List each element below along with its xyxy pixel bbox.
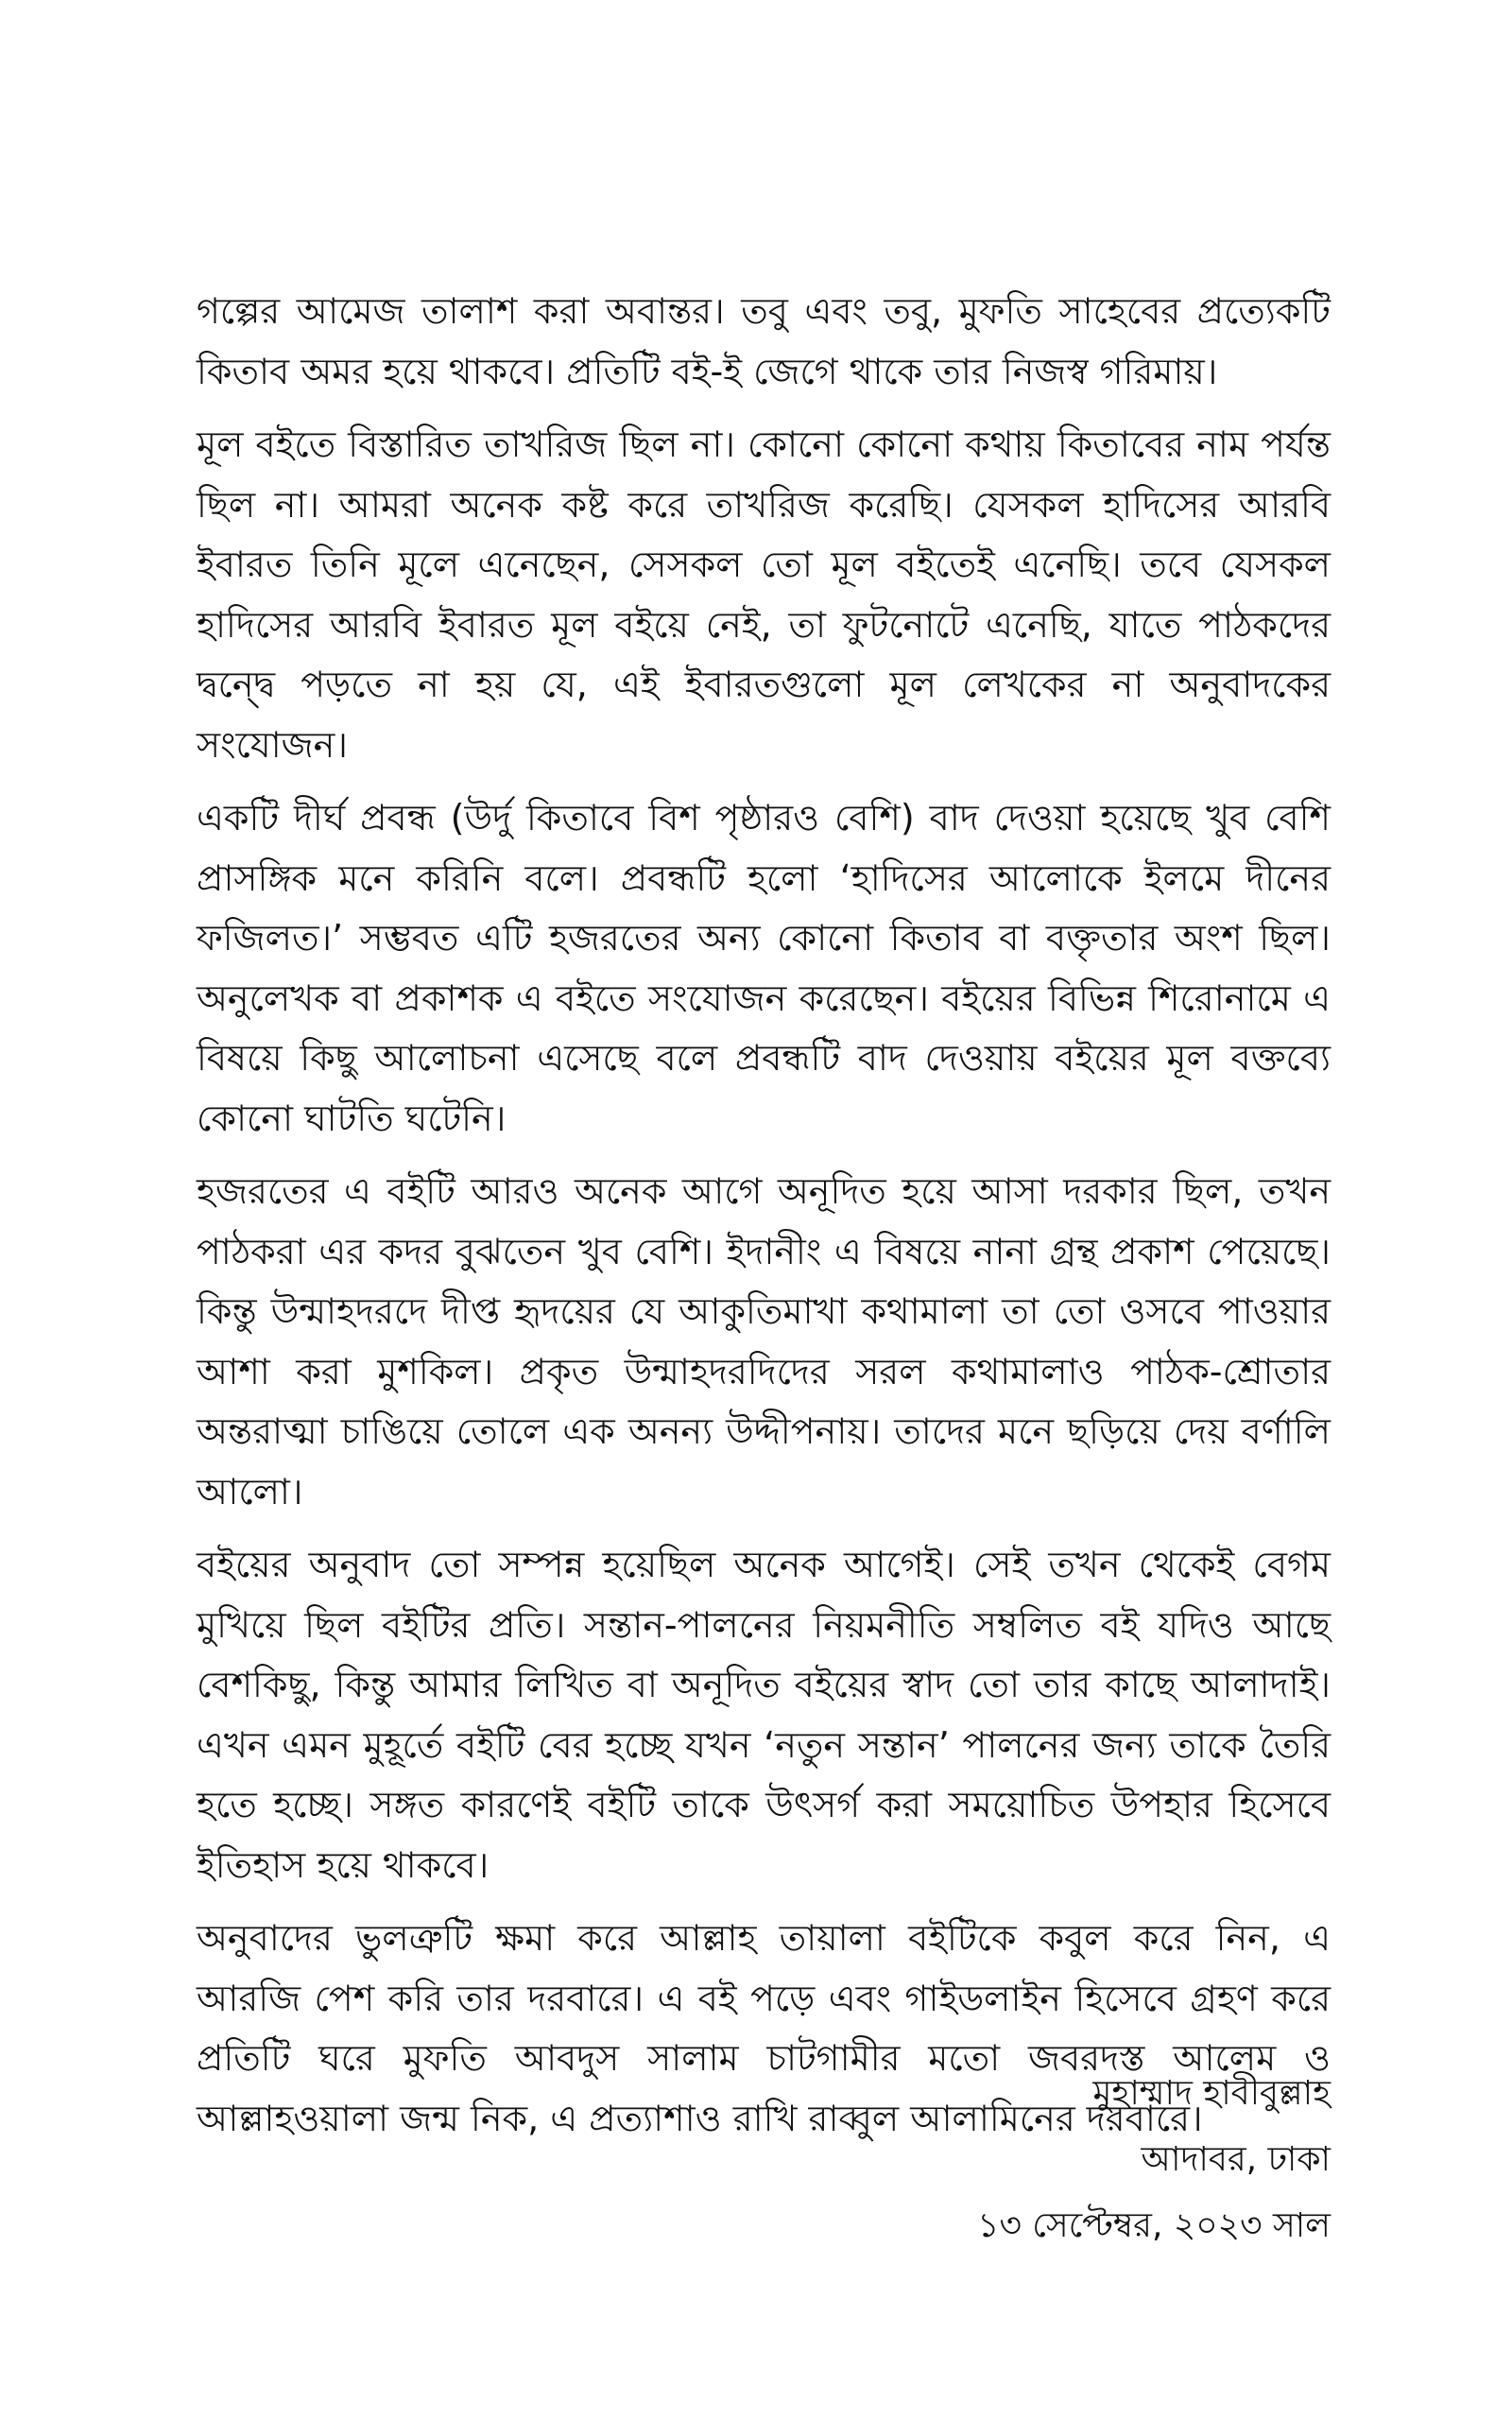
body-text <box>197 282 1331 2162</box>
signature-block <box>977 2061 1331 2259</box>
paragraph: হজরতের এ বইটি আরও অনেক আগে অনূদিত হয়ে আসা দরকার ছিল, তখন পাঠকরা এর কদর বুঝতেন খুব বেশি। ইদানীং এ বিষয়ে নানা গ্রন্থ প্রকাশ পেয়েছে। কিন্তু উন্মাহদরদে দীপ্ত হৃদয়ের যে আকুতিমাখা কথামালা তা তো ওসবে পাওয়ার আশা করা মুশকিল। প্রকৃত উন্মাহদরদিদের সরল কথামালাও পাঠক-শ্রোতার অন্তরাত্মা চাঙিয়ে তোলে এক অনন্য উদ্দীপনায়। তাদের মনে ছড়িয়ে দেয় বর্ণালি আলো। <box>197 1170 1331 1512</box>
paragraph: গল্পের আমেজ তালাশ করা অবান্তর। তবু এবং তবু, মুফতি সাহেবের প্রত্যেকটি কিতাব অমর হয়ে থাকবে। প্রতিটি বই-ই জেগে থাকে তার নিজস্ব গরিমায়। <box>197 290 1331 392</box>
author-place: আদাবর, ঢাকা <box>1141 2140 1331 2179</box>
paragraph: বইয়ের অনুবাদ তো সম্পন্ন হয়েছিল অনেক আগেই। সেই তখন থেকেই বেগম মুখিয়ে ছিল বইটির প্রতি। সন্তান-পালনের নিয়মনীতি সম্বলিত বই যদিও আছে বেশকিছু, কিন্তু আমার লিখিত বা অনূদিত বইয়ের স্বাদ তো তার কাছে আলাদাই। এখন এমন মুহূর্তে বইটি বের হচ্ছে যখন ‘নতুন সন্তান’ পালনের জন্য তাকে তৈরি হতে হচ্ছে। সঙ্গত কারণেই বইটি তাকে উৎসর্গ করা সময়োচিত উপহার হিসেবে ইতিহাস হয়ে থাকবে। <box>197 1544 1331 1886</box>
paragraph: মূল বইতে বিস্তারিত তাখরিজ ছিল না। কোনো কোনো কথায় কিতাবের নাম পর্যন্ত ছিল না। আমরা অনেক কষ্ট করে তাখরিজ করেছি। যেসকল হাদিসের আরবি ইবারত তিনি মূলে এনেছেন, সেসকল তো মূল বইতেই এনেছি। তবে যেসকল হাদিসের আরবি ইবারত মূল বইয়ে নেই, তা ফুটনোটে এনেছি, যাতে পাঠকদের দ্বন্দ্বে পড়তে না হয় যে, এই ইবারতগুলো মূল লেখকের না অনুবাদকের সংযোজন। <box>197 424 1331 766</box>
paragraph: একটি দীর্ঘ প্রবন্ধ (উর্দু কিতাবে বিশ পৃষ্ঠারও বেশি) বাদ দেওয়া হয়েছে খুব বেশি প্রাসঙ্গিক মনে করিনি বলে। প্রবন্ধটি হলো ‘হাদিসের আলোকে ইলমে দীনের ফজিলত।’ সম্ভবত এটি হজরতের অন্য কোনো কিতাব বা বক্তৃতার অংশ ছিল। অনুলেখক বা প্রকাশক এ বইতে সংযোজন করেছেন। বইয়ের বিভিন্ন শিরোনামে এ বিষয়ে কিছু আলোচনা এসেছে বলে প্রবন্ধটি বাদ দেওয়ায় বইয়ের মূল বক্তব্যে কোনো ঘাটতি ঘটেনি। <box>197 797 1331 1139</box>
signature-date: ১৩ সেপ্টেম্বর, ২০২৩ সাল <box>977 2206 1331 2245</box>
paragraph: অনুবাদের ভুলত্রুটি ক্ষমা করে আল্লাহ তায়ালা বইটিকে কবুল করে নিন, এ আরজি পেশ করি তার দরবারে। এ বই পড়ে এবং গাইডলাইন হিসেবে গ্রহণ করে প্রতিটি ঘরে মুফতি আবদুস সালাম চাটগামীর মতো জবরদস্ত আলেম ও আল্লাহওয়ালা জন্ম নিক, এ প্রত্যাশাও রাখি রাব্বুল আলামিনের দরবারে। <box>197 1917 1331 2139</box>
author-name: মুহাম্মাদ হাবীবুল্লাহ <box>1092 2074 1331 2113</box>
